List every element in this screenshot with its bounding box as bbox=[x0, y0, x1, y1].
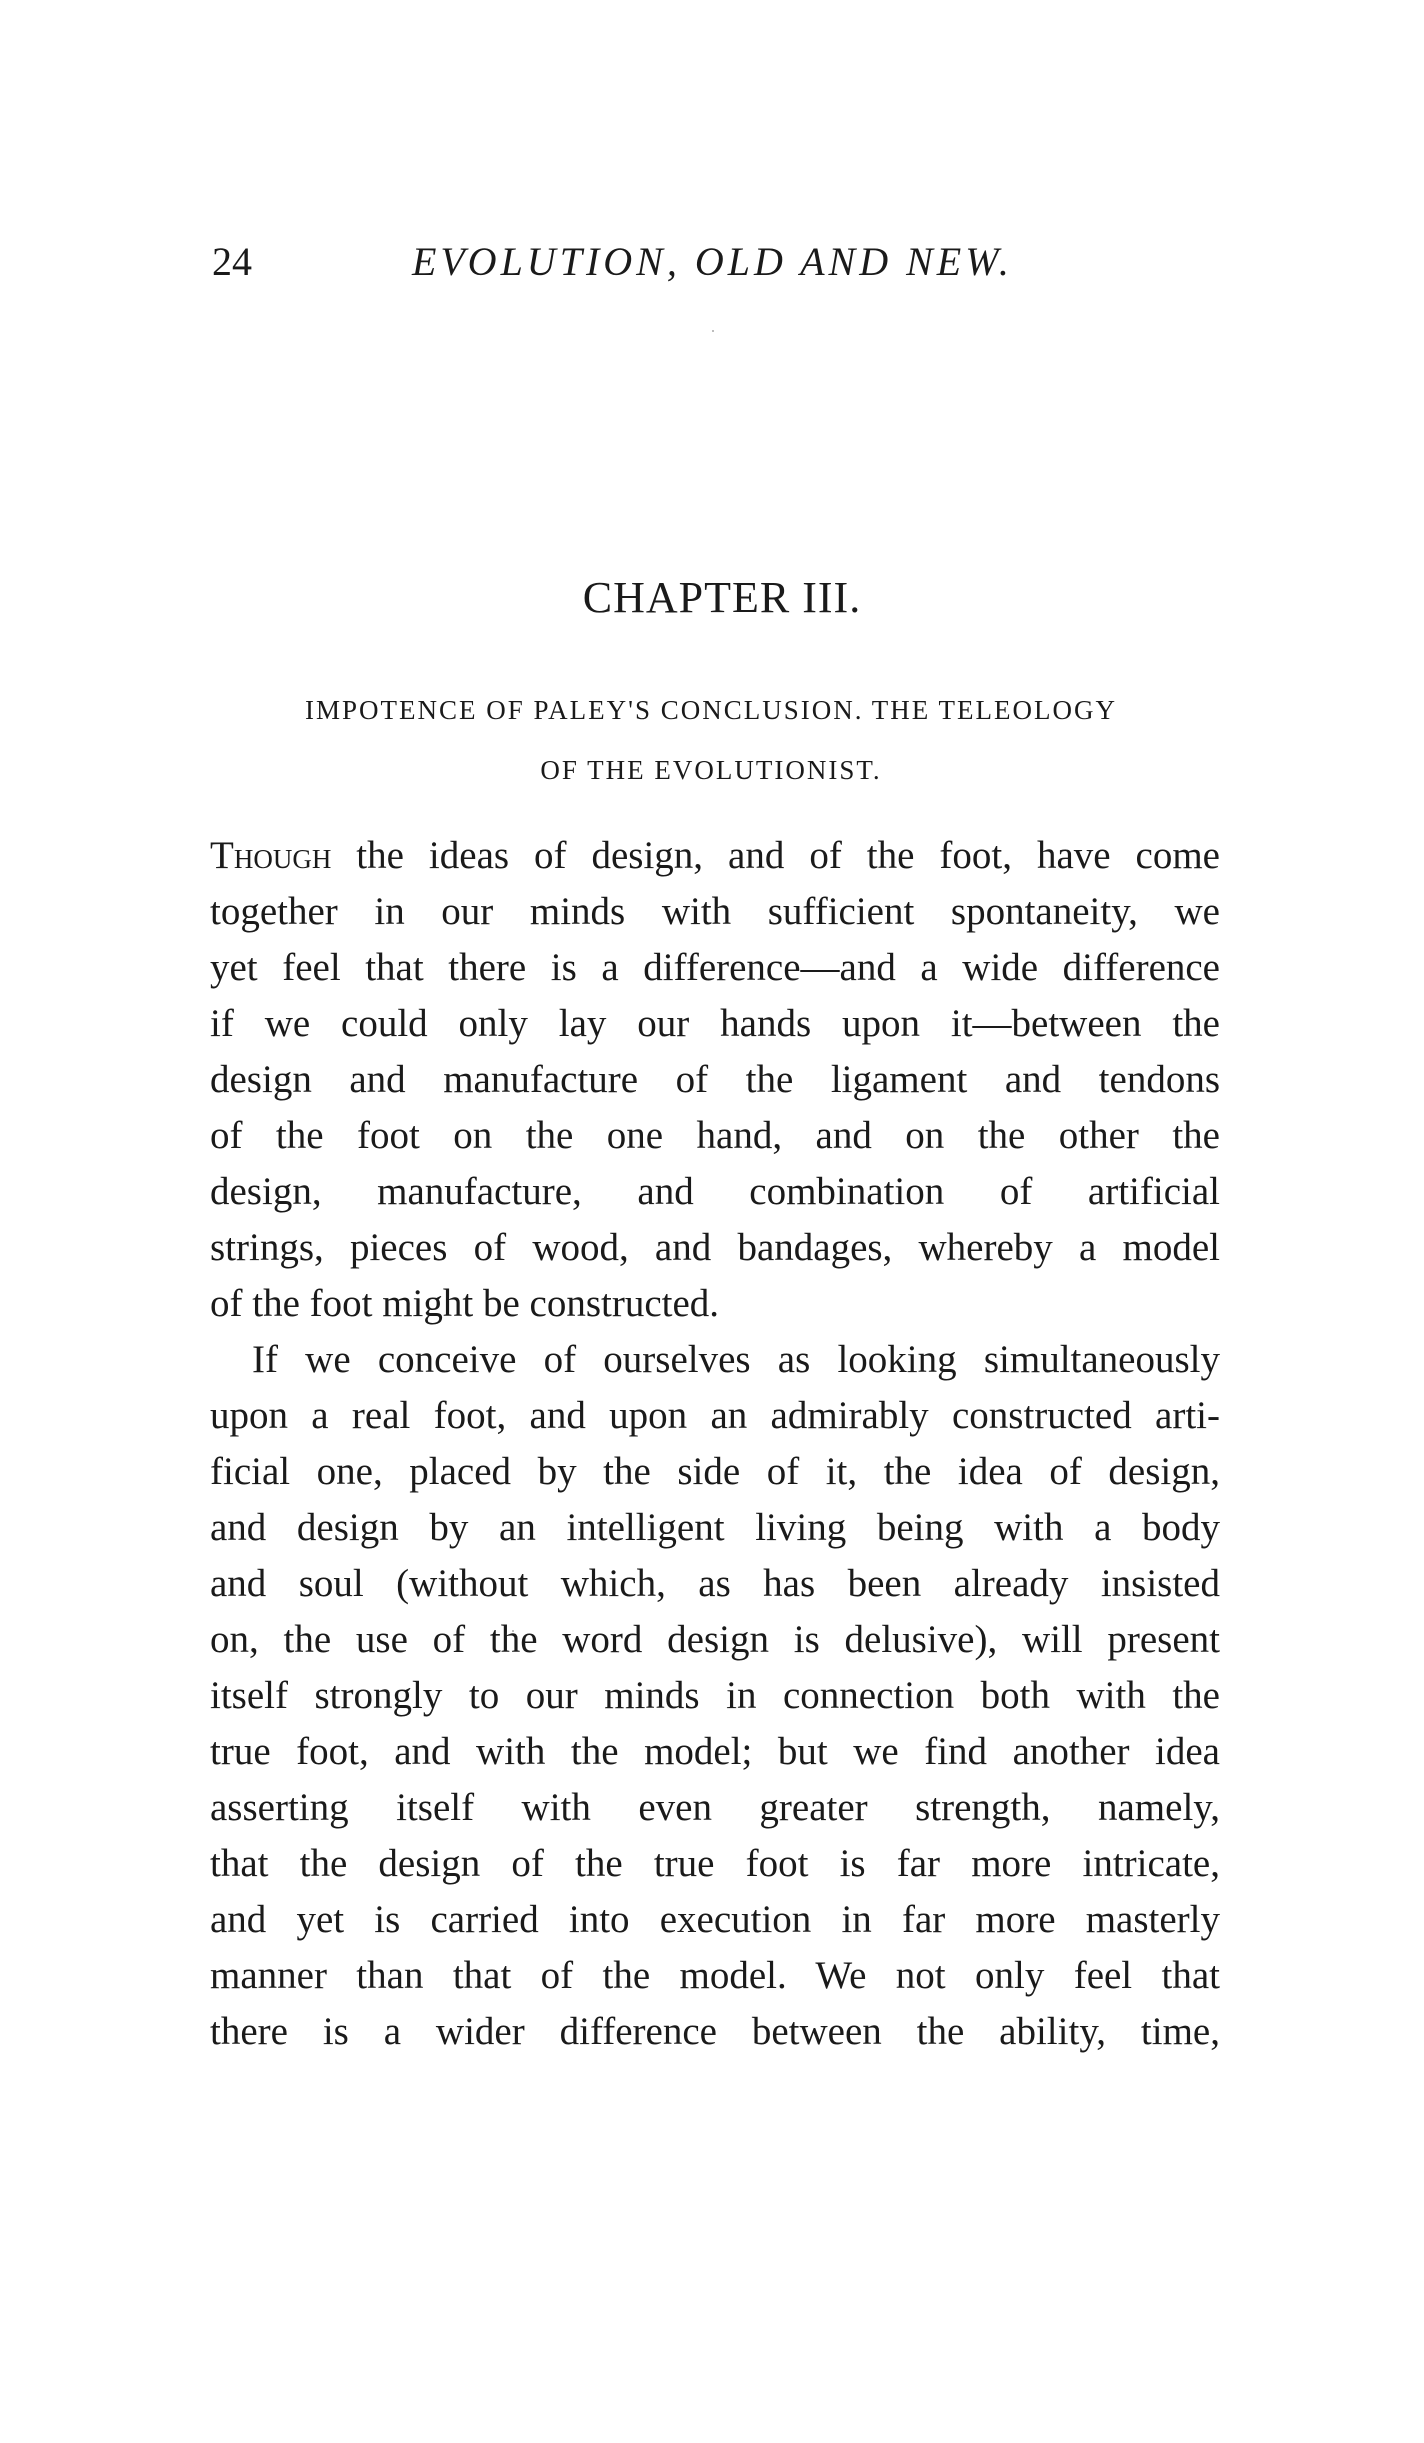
text-line: of the foot might be constructed. bbox=[210, 1282, 720, 1325]
text-line: of the foot on the one hand, and on the other the bbox=[210, 1114, 1220, 1157]
text-line: itself strongly to our minds in connection both with the bbox=[210, 1674, 1220, 1717]
text-line bbox=[210, 828, 1220, 884]
text-line: manner than that of the model. We not only feel that bbox=[210, 1954, 1220, 1997]
text-line: If we conceive of ourselves as looking simultaneously bbox=[252, 1338, 1220, 1381]
text-line: strings, pieces of wood, and bandages, whereby a model bbox=[210, 1226, 1220, 1269]
text-line: and design by an intelligent living being with a body bbox=[210, 1506, 1220, 1549]
paragraph-2 bbox=[210, 1332, 1220, 2060]
chapter-subtitle-line: OF THE EVOLUTIONIST. bbox=[540, 755, 882, 785]
text-line: and yet is carried into execution in far more masterly bbox=[210, 1898, 1220, 1941]
running-title: EVOLUTION, OLD AND NEW. bbox=[412, 239, 1013, 284]
body-text bbox=[210, 828, 1220, 2060]
chapter-heading: CHAPTER III. bbox=[582, 573, 862, 622]
chapter-subtitle-line: IMPOTENCE OF PALEY'S CONCLUSION. THE TELEOLOGY bbox=[305, 695, 1117, 725]
text-line: design and manufacture of the ligament and tendons bbox=[210, 1058, 1220, 1101]
text-line: together in our minds with sufficient spontaneity, we bbox=[210, 890, 1220, 933]
text-line: yet feel that there is a difference—and a wide difference bbox=[210, 946, 1220, 989]
text-line: design, manufacture, and combination of artificial bbox=[210, 1170, 1220, 1213]
page-number: 24 bbox=[212, 239, 252, 284]
paper-speck bbox=[712, 330, 714, 332]
text-line: on, the use of the word design is delusive), will present bbox=[210, 1618, 1220, 1661]
text-line: ficial one, placed by the side of it, the idea of design, bbox=[210, 1450, 1220, 1493]
paragraph-lead-word: Though bbox=[210, 834, 332, 877]
paragraph-1 bbox=[210, 828, 1220, 1332]
text-line: upon a real foot, and upon an admirably constructed arti- bbox=[210, 1394, 1220, 1437]
text-line: true foot, and with the model; but we find another idea bbox=[210, 1730, 1220, 1773]
text-line: that the design of the true foot is far more intricate, bbox=[210, 1842, 1220, 1885]
chapter-subtitle bbox=[206, 680, 1216, 800]
text-line-rest: the ideas of design, and of the foot, have come bbox=[331, 834, 1220, 877]
running-head bbox=[0, 232, 1424, 292]
text-line: if we could only lay our hands upon it—between the bbox=[210, 1002, 1220, 1045]
text-line: there is a wider difference between the ability, time, bbox=[210, 2010, 1220, 2053]
text-line: and soul (without which, as has been already insisted bbox=[210, 1562, 1220, 1605]
text-line: asserting itself with even greater strength, namely, bbox=[210, 1786, 1220, 1829]
